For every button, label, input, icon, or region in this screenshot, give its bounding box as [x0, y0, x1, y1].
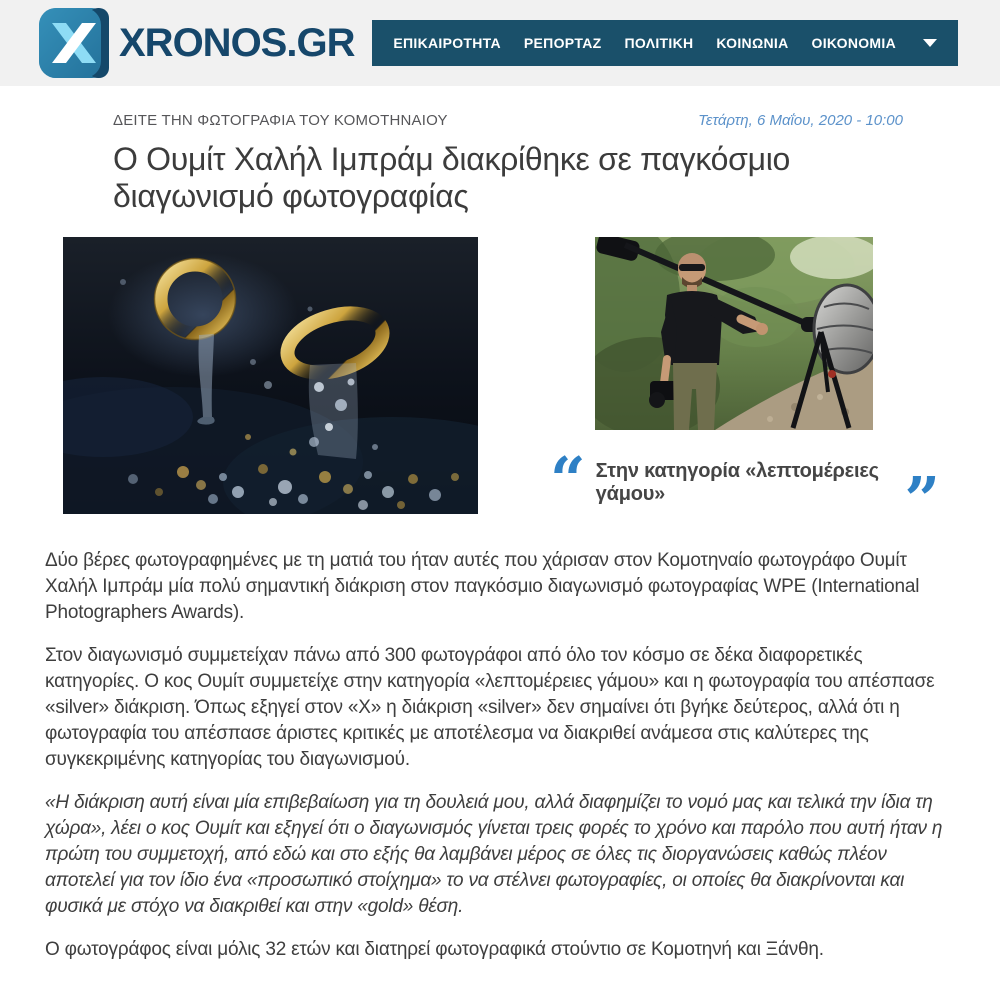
x-logo-icon — [38, 7, 110, 79]
body-paragraph-3: «Η διάκριση αυτή είναι μία επιβεβαίωση για τη δουλειά μου, αλλά διαφημίζει το νομό μας και τελικά την ίδια τη χώρα», λέει ο κος Ουμίτ και εξηγεί ότι ο διαγωνισμός γίνεται τρεις φορές το χρόνο και παρόλο που αυτή ήταν η πρώτη του συμμετοχή, από εδώ και στο εξής θα λαμβάνει μέρος σε όλες τις διοργανώσεις καθώς πλέον αποτελεί για τον ίδιο ένα «προσωπικό στοίχημα» το να στέλνει φωτογραφίες, οι οποίες θα διακρίνονται και φυσικά με στόχο να διακριθεί και στην «gold» θέση. — [45, 792, 943, 917]
body-paragraph-2: Στον διαγωνισμό συμμετείχαν πάνω από 300 φωτογράφοι από όλο τον κόσμο σε δέκα διαφορετικές κατηγορίες. Ο κος Ουμίτ συμμετείχε στην κατηγορία «λεπτομέρειες γάμου» και η φωτογραφία του απέσπασε «silver» διάκριση. Όπως εξηγεί στον «Χ» η διάκριση «silver» δεν σημαίνει ότι βγήκε δεύτερος, αλλά ότι η φωτογραφία του απέσπασε άριστες κριτικές με αποτέλεσμα να διακριθεί ανάμεσα στις καλύτερες της συγκεκριμένης κατηγορίας του διαγωνισμού. — [45, 645, 935, 770]
caret-down-icon[interactable] — [923, 39, 937, 47]
nav-item-epikairotita[interactable]: ΕΠΙΚΑΙΡΟΤΗΤΑ — [393, 35, 501, 51]
nav-item-oikonomia[interactable]: ΟΙΚΟΝΟΜΙΑ — [811, 35, 896, 51]
article-date: Τετάρτη, 6 Μαΐου, 2020 - 10:00 — [698, 112, 903, 129]
article-header — [113, 112, 958, 215]
article-photo-photographer — [595, 237, 873, 430]
quote-open-icon: “ — [550, 443, 586, 516]
site-logo[interactable] — [38, 7, 354, 79]
site-logo-text: XRONOS.GR — [119, 20, 355, 65]
article-kicker: ΔΕΙΤΕ ΤΗΝ ΦΩΤΟΓΡΑΦΙΑ ΤΟΥ ΚΟΜΟΤΗΝΑΙΟΥ — [113, 112, 448, 129]
nav-item-politiki[interactable]: ΠΟΛΙΤΙΚΗ — [624, 35, 694, 51]
article-media-row — [45, 237, 958, 536]
body-paragraph-1: Δύο βέρες φωτογραφημένες με τη ματιά του ήταν αυτές που χάρισαν στον Κομοτηναίο φωτογράφο Ουμίτ Χαλήλ Ιμπράμ μία πολύ σημαντική διάκριση στον παγκόσμιο διαγωνισμό φωτογραφίας WPE (International Photographers Awards). — [45, 550, 920, 623]
pull-quote — [550, 443, 940, 536]
kicker-row — [113, 112, 903, 129]
body-paragraph-4: Ο φωτογράφος είναι μόλις 32 ετών και διατηρεί φωτογραφικά στούντιο σε Κομοτηνή και Ξάνθη. — [45, 939, 824, 960]
nav-item-koinonia[interactable]: ΚΟΙΝΩΝΙΑ — [716, 35, 789, 51]
main-nav — [372, 20, 958, 66]
quote-close-icon: ” — [904, 463, 940, 536]
pull-quote-text: Στην κατηγορία «λεπτομέρειες γάμου» — [595, 460, 879, 505]
site-header — [0, 0, 1000, 86]
article-page — [0, 112, 1000, 963]
article-photo-rings — [63, 237, 478, 514]
article-title: Ο Ουμίτ Χαλήλ Ιμπράμ διακρίθηκε σε παγκόσμιο διαγωνισμό φωτογραφίας — [113, 141, 791, 214]
article-body — [45, 548, 958, 963]
article-right-column — [550, 237, 940, 536]
nav-item-reportaz[interactable]: ΡΕΠΟΡΤΑΖ — [523, 35, 602, 51]
